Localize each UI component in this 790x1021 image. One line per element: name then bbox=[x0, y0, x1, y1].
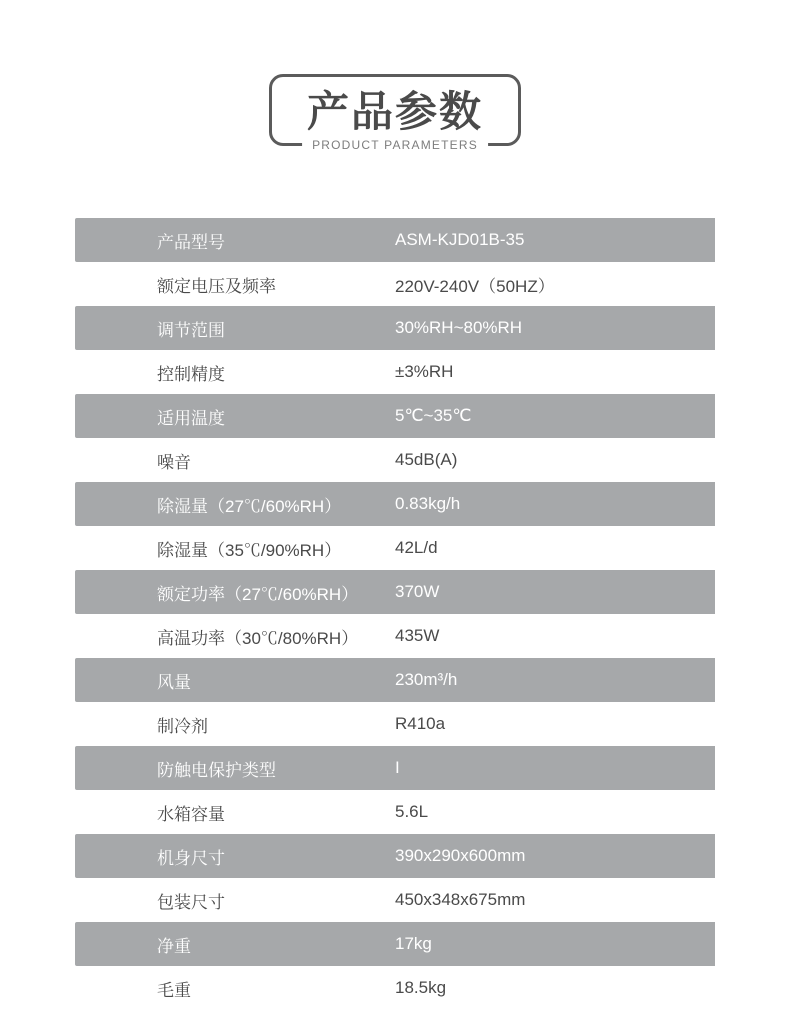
spec-label: 调节范围 bbox=[75, 306, 395, 350]
spec-value: 5℃~35℃ bbox=[395, 394, 715, 438]
spec-label: 包装尺寸 bbox=[75, 878, 395, 922]
table-row bbox=[75, 350, 715, 394]
spec-label: 防触电保护类型 bbox=[75, 746, 395, 790]
spec-label: 除湿量（35℃/90%RH） bbox=[75, 526, 395, 570]
table-row bbox=[75, 526, 715, 570]
spec-value: 435W bbox=[395, 614, 715, 658]
spec-label: 噪音 bbox=[75, 438, 395, 482]
spec-label: 额定电压及频率 bbox=[75, 262, 395, 306]
spec-label: 额定功率（27℃/60%RH） bbox=[75, 570, 395, 614]
spec-value: 450x348x675mm bbox=[395, 878, 715, 922]
spec-value: 220V-240V（50HZ） bbox=[395, 262, 715, 306]
table-row bbox=[75, 438, 715, 482]
spec-label: 风量 bbox=[75, 658, 395, 702]
spec-label: 水箱容量 bbox=[75, 790, 395, 834]
spec-value: 370W bbox=[395, 570, 715, 614]
spec-value: 0.83kg/h bbox=[395, 482, 715, 526]
spec-label: 控制精度 bbox=[75, 350, 395, 394]
table-row bbox=[75, 306, 715, 350]
spec-value: ASM-KJD01B-35 bbox=[395, 218, 715, 262]
spec-value: 230m³/h bbox=[395, 658, 715, 702]
spec-value: 30%RH~80%RH bbox=[395, 306, 715, 350]
spec-label: 制冷剂 bbox=[75, 702, 395, 746]
spec-value: 5.6L bbox=[395, 790, 715, 834]
spec-value: I bbox=[395, 746, 715, 790]
table-row bbox=[75, 834, 715, 878]
table-row bbox=[75, 262, 715, 306]
table-row bbox=[75, 746, 715, 790]
spec-value: 18.5kg bbox=[395, 966, 715, 1010]
table-row bbox=[75, 570, 715, 614]
table-row bbox=[75, 702, 715, 746]
table-row bbox=[75, 790, 715, 834]
spec-value: 17kg bbox=[395, 922, 715, 966]
spec-label: 机身尺寸 bbox=[75, 834, 395, 878]
table-row bbox=[75, 614, 715, 658]
spec-value: ±3%RH bbox=[395, 350, 715, 394]
spec-label: 除湿量（27℃/60%RH） bbox=[75, 482, 395, 526]
specification-table-body bbox=[75, 218, 715, 1010]
title-frame bbox=[269, 74, 521, 152]
table-row bbox=[75, 922, 715, 966]
spec-value: 45dB(A) bbox=[395, 438, 715, 482]
page-title-block bbox=[0, 74, 790, 152]
table-row bbox=[75, 966, 715, 1010]
spec-label: 产品型号 bbox=[75, 218, 395, 262]
spec-value: 42L/d bbox=[395, 526, 715, 570]
spec-label: 净重 bbox=[75, 922, 395, 966]
page-title: 产品参数 bbox=[306, 88, 483, 135]
table-row bbox=[75, 658, 715, 702]
spec-value: R410a bbox=[395, 702, 715, 746]
table-row bbox=[75, 482, 715, 526]
table-row bbox=[75, 218, 715, 262]
spec-label: 毛重 bbox=[75, 966, 395, 1010]
spec-value: 390x290x600mm bbox=[395, 834, 715, 878]
spec-label: 高温功率（30℃/80%RH） bbox=[75, 614, 395, 658]
page-subtitle: PRODUCT PARAMETERS bbox=[302, 136, 488, 154]
table-row bbox=[75, 394, 715, 438]
specification-table bbox=[75, 218, 715, 1010]
table-row bbox=[75, 878, 715, 922]
spec-label: 适用温度 bbox=[75, 394, 395, 438]
